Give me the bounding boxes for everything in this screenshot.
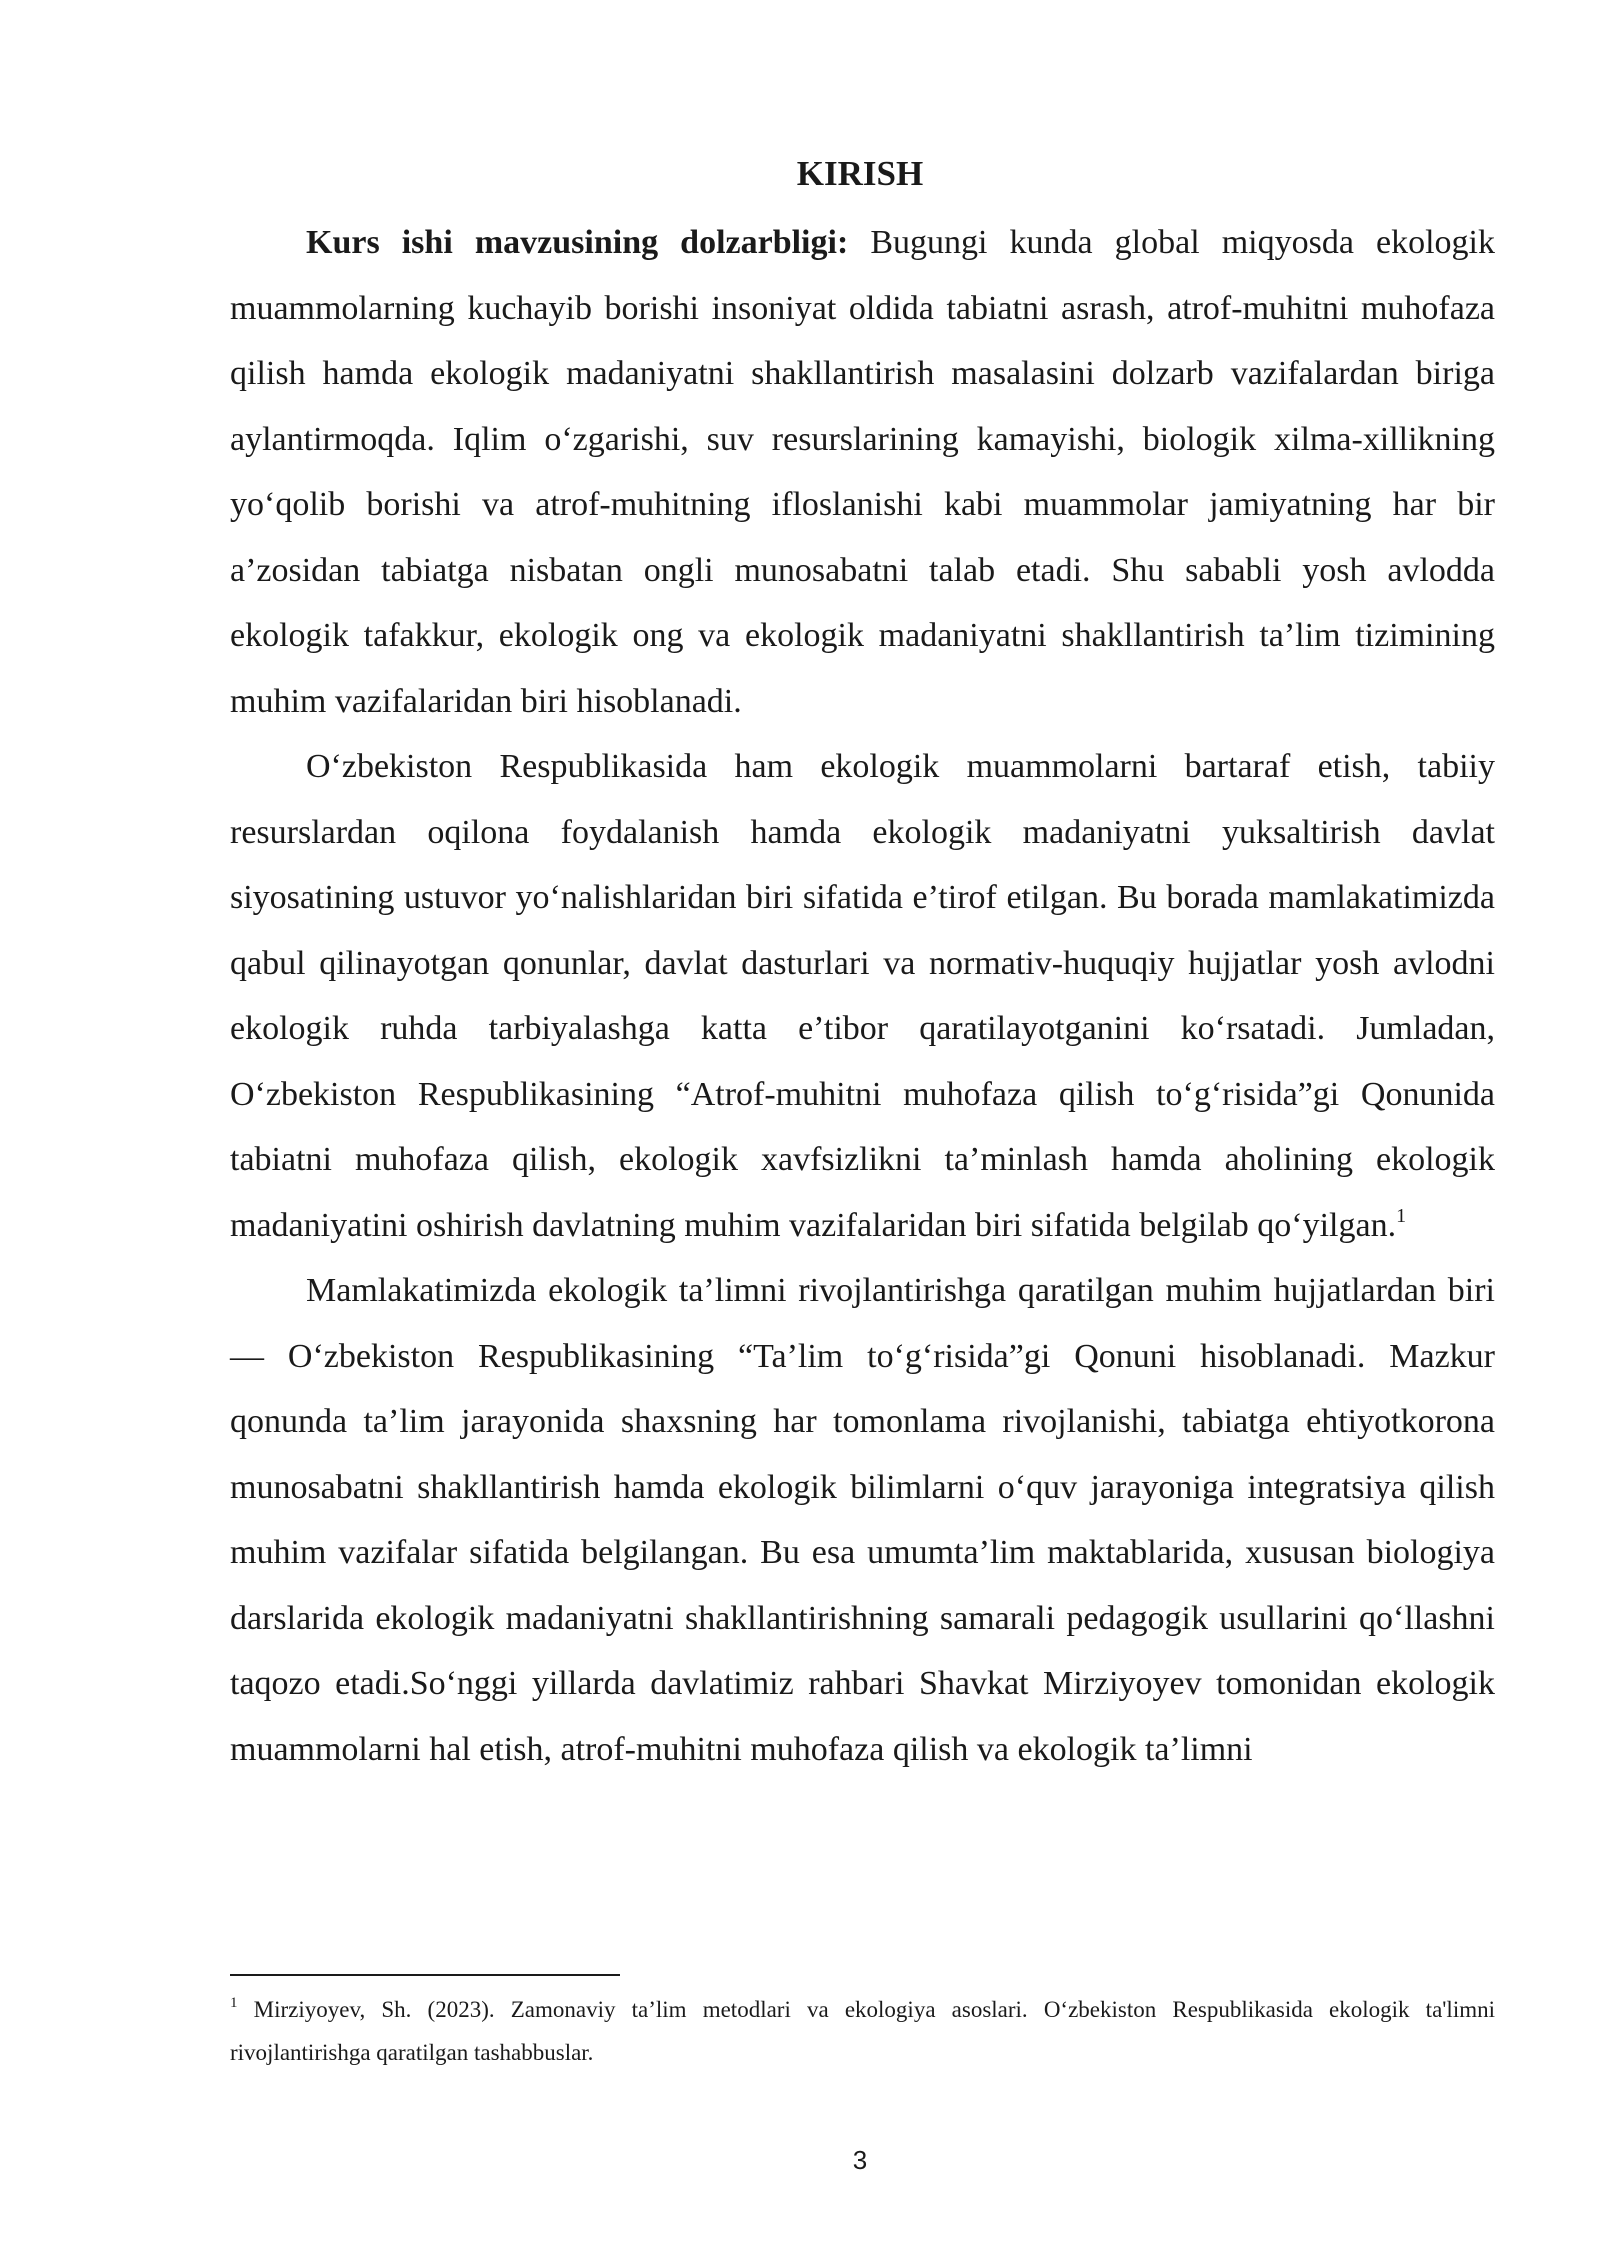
body-text [230,210,1495,1782]
footnote-separator [230,1974,620,1976]
paragraph-education-law [230,1258,1495,1782]
footnote-text: Mirziyoyev, Sh. (2023). Zamonaviy ta’lim metodlari va ekologiya asoslari. O‘zbekiston Respublikasida ekologik ta'limni rivojlantirishga qaratilgan tashabbuslar. [230,1997,1495,2065]
footnote-reference[interactable]: 1 [1396,1204,1407,1227]
paragraph-lead-bold: Kurs ishi mavzusining dolzarbligi: [306,224,849,261]
paragraph-legislation [230,734,1495,1258]
paragraph-1-body: Bugungi kunda global miqyosda ekologik muammolarning kuchayib borishi insoniyat oldida tabiatni asrash, atrof-muhitni muhofaza qilish hamda ekologik madaniyatni shakllantirish masalasini dolzarb vazifalardan biriga aylantirmoqda. Iqlim o‘zgarishi, suv resurslarining kamayishi, biologik xilma-xillikning yo‘qolib borishi va atrof-muhitning ifloslanishi kabi muammolar jamiyatning har bir a’zosidan tabiatga nisbatan ongli munosabatni talab etadi. Shu sababli yosh avlodda ekologik tafakkur, ekologik ong va ekologik madaniyatni shakllantirish ta’lim tizimining muhim vazifalaridan biri hisoblanadi. [230,224,1495,720]
footnote [230,1988,1495,2074]
page-number: 3 [852,2145,868,2175]
paragraph-relevance [230,210,1495,734]
section-heading: KIRISH [796,154,924,193]
paragraph-2-body: O‘zbekiston Respublikasida ham ekologik muammolarni bartaraf etish, tabiiy resurslardan oqilona foydalanish hamda ekologik madaniyatni yuksaltirish davlat siyosatining ustuvor yo‘nalishlaridan biri sifatida e’tirof etilgan. Bu borada mamlakatimizda qabul qilinayotgan qonunlar, davlat dasturlari va normativ-huquqiy hujjatlar yosh avlodni ekologik ruhda tarbiyalashga katta e’tibor qaratilayotganini ko‘rsatadi. Jumladan, O‘zbekiston Respublikasining “Atrof-muhitni muhofaza qilish to‘g‘risida”gi Qonunida tabiatni muhofaza qilish, ekologik xavfsizlikni ta’minlash hamda aholining ekologik madaniyatini oshirish davlatning muhim vazifalaridan biri sifatida belgilab qo‘yilgan. [230,748,1495,1244]
footnote-marker: 1 [230,1995,238,2011]
paragraph-3-body: Mamlakatimizda ekologik ta’limni rivojlantirishga qaratilgan muhim hujjatlardan biri — O‘zbekiston Respublikasining “Ta’lim to‘g‘risida”gi Qonuni hisoblanadi. Mazkur qonunda ta’lim jarayonida shaxsning har tomonlama rivojlanishi, tabiatga ehtiyotkorona munosabatni shakllantirish hamda ekologik bilimlarni o‘quv jarayoniga integratsiya qilish muhim vazifalar sifatida belgilangan. Bu esa umumta’lim maktablarida, xususan biologiya darslarida ekologik madaniyatni shakllantirishning samarali pedagogik usullarini qo‘llashni taqozo etadi.So‘nggi yillarda davlatimiz rahbari Shavkat Mirziyoyev tomonidan ekologik muammolarni hal etish, atrof-muhitni muhofaza qilish va ekologik ta’limni [230,1272,1495,1768]
